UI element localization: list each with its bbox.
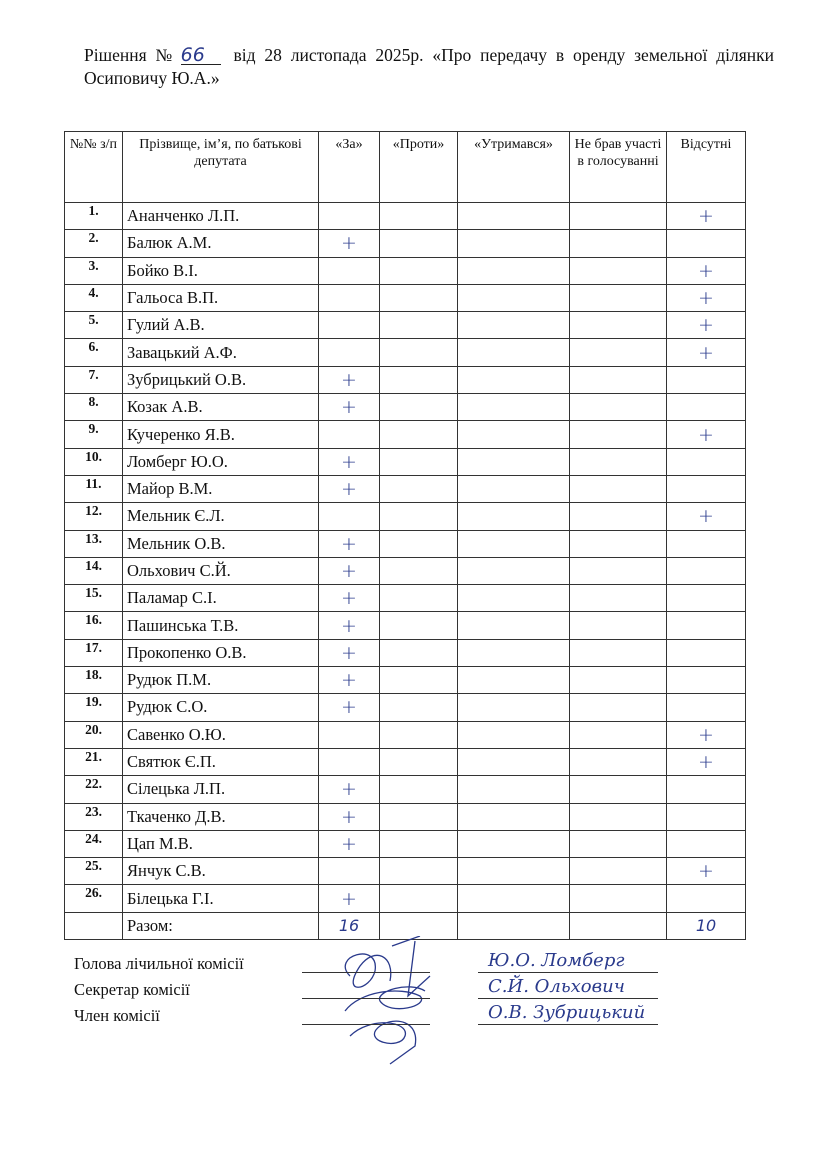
vote-for-cell: + [319,830,380,857]
table-row [65,230,746,257]
vote-abstained-cell [458,530,570,557]
row-num: 8. [65,394,123,421]
decision-number: 66 [181,46,221,65]
vote-for-cell [319,721,380,748]
signature-line-member [74,1004,734,1030]
row-name: Янчук С.В. [123,858,319,885]
table-row [65,858,746,885]
header-against: «Проти» [380,132,458,203]
not-voted-cell [570,203,667,230]
vote-abstained-cell [458,557,570,584]
not-voted-cell [570,230,667,257]
table-row [65,694,746,721]
absent-cell: + [667,748,746,775]
vote-for-cell [319,748,380,775]
table-row [65,448,746,475]
absent-cell: + [667,421,746,448]
absent-cell [667,885,746,912]
table-row [65,394,746,421]
vote-abstained-cell [458,339,570,366]
table-row [65,667,746,694]
vote-abstained-cell [458,284,570,311]
vote-for-cell: + [319,585,380,612]
absent-cell: + [667,312,746,339]
vote-against-cell [380,830,458,857]
absent-cell: + [667,257,746,284]
table-row [65,639,746,666]
absent-cell [667,667,746,694]
signature-rule [302,1024,430,1025]
row-num: 12. [65,503,123,530]
row-num: 25. [65,858,123,885]
absent-cell: + [667,858,746,885]
vote-abstained-cell [458,475,570,502]
table-row [65,284,746,311]
voting-table [64,131,746,940]
not-voted-cell [570,284,667,311]
row-num: 15. [65,585,123,612]
row-num: 22. [65,776,123,803]
total-not-voted [570,912,667,939]
vote-abstained-cell [458,585,570,612]
absent-cell [667,694,746,721]
vote-abstained-cell [458,830,570,857]
row-num: 10. [65,448,123,475]
vote-for-cell [319,503,380,530]
vote-for-cell: + [319,530,380,557]
vote-for-cell [319,284,380,311]
signature-line-secretary [74,978,734,1004]
vote-for-cell [319,257,380,284]
row-num: 3. [65,257,123,284]
not-voted-cell [570,776,667,803]
table-row [65,803,746,830]
not-voted-cell [570,557,667,584]
row-name: Ольхович С.Й. [123,557,319,584]
vote-for-cell: + [319,639,380,666]
row-name: Завацький А.Ф. [123,339,319,366]
total-absent: 10 [667,912,746,939]
row-name: Святюк Є.П. [123,748,319,775]
vote-against-cell [380,721,458,748]
decision-prefix: Рішення № [84,45,177,65]
row-name: Прокопенко О.В. [123,639,319,666]
absent-cell [667,639,746,666]
not-voted-cell [570,858,667,885]
not-voted-cell [570,394,667,421]
not-voted-cell [570,667,667,694]
header-abstained: «Утримався» [458,132,570,203]
not-voted-cell [570,312,667,339]
row-name: Кучеренко Я.В. [123,421,319,448]
vote-against-cell [380,284,458,311]
row-num: 2. [65,230,123,257]
vote-for-cell: + [319,667,380,694]
absent-cell [667,394,746,421]
vote-against-cell [380,448,458,475]
row-name: Ананченко Л.П. [123,203,319,230]
role-secretary: Секретар комісії [74,980,190,999]
table-row [65,748,746,775]
vote-abstained-cell [458,885,570,912]
not-voted-cell [570,448,667,475]
vote-for-cell [319,203,380,230]
table-row [65,312,746,339]
header-name: Прізвище, ім’я, по батькові депутата [123,132,319,203]
absent-cell [667,366,746,393]
header-num: №№ з/п [65,132,123,203]
absent-cell: + [667,284,746,311]
vote-against-cell [380,748,458,775]
row-num: 26. [65,885,123,912]
table-body [65,203,746,913]
row-name: Мельник Є.Л. [123,503,319,530]
row-num: 9. [65,421,123,448]
vote-abstained-cell [458,721,570,748]
vote-for-cell: + [319,885,380,912]
absent-cell [667,585,746,612]
row-name: Сілецька Л.П. [123,776,319,803]
signature-rule [302,998,430,999]
not-voted-cell [570,421,667,448]
row-num: 23. [65,803,123,830]
vote-against-cell [380,639,458,666]
vote-abstained-cell [458,230,570,257]
vote-against-cell [380,885,458,912]
name-chair: Ю.О. Ломберг [488,950,625,971]
vote-for-cell: + [319,694,380,721]
not-voted-cell [570,530,667,557]
row-name: Балюк А.М. [123,230,319,257]
not-voted-cell [570,803,667,830]
not-voted-cell [570,721,667,748]
vote-against-cell [380,421,458,448]
table-row [65,776,746,803]
table-row [65,203,746,230]
vote-abstained-cell [458,394,570,421]
vote-for-cell: + [319,776,380,803]
row-name: Гальоса В.П. [123,284,319,311]
table-row [65,421,746,448]
table-row [65,339,746,366]
absent-cell [667,830,746,857]
table-header-row [65,132,746,203]
absent-cell: + [667,203,746,230]
not-voted-cell [570,694,667,721]
signature-rule [302,972,430,973]
row-num: 5. [65,312,123,339]
row-name: Гулий А.В. [123,312,319,339]
table-row [65,366,746,393]
row-num: 7. [65,366,123,393]
vote-against-cell [380,530,458,557]
row-name: Ткаченко Д.В. [123,803,319,830]
vote-against-cell [380,339,458,366]
absent-cell [667,557,746,584]
row-num: 21. [65,748,123,775]
row-num: 24. [65,830,123,857]
row-name: Ломберг Ю.О. [123,448,319,475]
row-num: 1. [65,203,123,230]
vote-for-cell [319,339,380,366]
row-num: 18. [65,667,123,694]
vote-abstained-cell [458,803,570,830]
vote-abstained-cell [458,858,570,885]
role-member: Член комісії [74,1006,160,1025]
row-name: Цап М.В. [123,830,319,857]
not-voted-cell [570,612,667,639]
row-num: 4. [65,284,123,311]
vote-abstained-cell [458,421,570,448]
vote-against-cell [380,394,458,421]
not-voted-cell [570,257,667,284]
absent-cell: + [667,503,746,530]
table-row [65,557,746,584]
vote-against-cell [380,230,458,257]
absent-cell [667,230,746,257]
vote-for-cell: + [319,230,380,257]
row-name: Козак А.В. [123,394,319,421]
row-num: 6. [65,339,123,366]
vote-against-cell [380,612,458,639]
vote-against-cell [380,312,458,339]
not-voted-cell [570,748,667,775]
row-name: Мельник О.В. [123,530,319,557]
decision-title [84,44,774,90]
row-num: 16. [65,612,123,639]
name-secretary: С.Й. Ольхович [488,976,625,997]
not-voted-cell [570,639,667,666]
header-absent: Відсутні [667,132,746,203]
row-name: Зубрицький О.В. [123,366,319,393]
row-num: 17. [65,639,123,666]
vote-abstained-cell [458,776,570,803]
total-for: 16 [319,912,380,939]
row-num: 11. [65,475,123,502]
vote-abstained-cell [458,748,570,775]
row-name: Савенко О.Ю. [123,721,319,748]
not-voted-cell [570,366,667,393]
vote-for-cell: + [319,448,380,475]
row-num: 19. [65,694,123,721]
row-name: Майор В.М. [123,475,319,502]
table-row [65,830,746,857]
signature-line-chair [74,952,734,978]
vote-abstained-cell [458,257,570,284]
vote-abstained-cell [458,612,570,639]
table-row [65,612,746,639]
total-label: Разом: [123,912,319,939]
absent-cell [667,612,746,639]
vote-abstained-cell [458,667,570,694]
row-num: 14. [65,557,123,584]
vote-against-cell [380,475,458,502]
vote-against-cell [380,257,458,284]
vote-for-cell: + [319,612,380,639]
table-row [65,721,746,748]
vote-for-cell [319,858,380,885]
vote-abstained-cell [458,312,570,339]
absent-cell [667,803,746,830]
vote-against-cell [380,776,458,803]
row-name: Рудюк С.О. [123,694,319,721]
absent-cell [667,475,746,502]
vote-abstained-cell [458,203,570,230]
vote-for-cell [319,312,380,339]
vote-abstained-cell [458,366,570,393]
table-row [65,530,746,557]
absent-cell [667,776,746,803]
table-row [65,585,746,612]
name-rule [478,972,658,973]
table-row [65,475,746,502]
vote-against-cell [380,803,458,830]
not-voted-cell [570,475,667,502]
vote-for-cell: + [319,394,380,421]
total-abstained [458,912,570,939]
absent-cell [667,530,746,557]
row-name: Паламар С.І. [123,585,319,612]
vote-abstained-cell [458,639,570,666]
vote-for-cell: + [319,366,380,393]
vote-for-cell: + [319,475,380,502]
total-num [65,912,123,939]
absent-cell: + [667,721,746,748]
absent-cell [667,448,746,475]
vote-against-cell [380,694,458,721]
vote-against-cell [380,858,458,885]
role-chair: Голова лічильної комісії [74,954,244,973]
vote-abstained-cell [458,694,570,721]
vote-for-cell: + [319,803,380,830]
header-for: «За» [319,132,380,203]
vote-for-cell [319,421,380,448]
row-name: Рудюк П.М. [123,667,319,694]
vote-against-cell [380,503,458,530]
table-row [65,503,746,530]
header-not-voted: Не брав участі в голосуванні [570,132,667,203]
row-name: Пашинська Т.В. [123,612,319,639]
not-voted-cell [570,585,667,612]
name-rule [478,1024,658,1025]
vote-against-cell [380,585,458,612]
not-voted-cell [570,339,667,366]
table-row [65,257,746,284]
not-voted-cell [570,830,667,857]
vote-for-cell: + [319,557,380,584]
table-row [65,885,746,912]
vote-against-cell [380,667,458,694]
name-rule [478,998,658,999]
row-num: 20. [65,721,123,748]
not-voted-cell [570,885,667,912]
vote-abstained-cell [458,448,570,475]
row-name: Білецька Г.І. [123,885,319,912]
vote-against-cell [380,366,458,393]
name-member: О.В. Зубрицький [488,1002,646,1023]
row-name: Бойко В.І. [123,257,319,284]
not-voted-cell [570,503,667,530]
commission-signature-block [74,952,734,1030]
vote-abstained-cell [458,503,570,530]
decision-subject: від 28 листопада 2025р. «Про передачу в оренду земельної ділянки Осиповичу Ю.А.» [84,45,774,88]
vote-against-cell [380,557,458,584]
absent-cell: + [667,339,746,366]
row-num: 13. [65,530,123,557]
vote-against-cell [380,203,458,230]
